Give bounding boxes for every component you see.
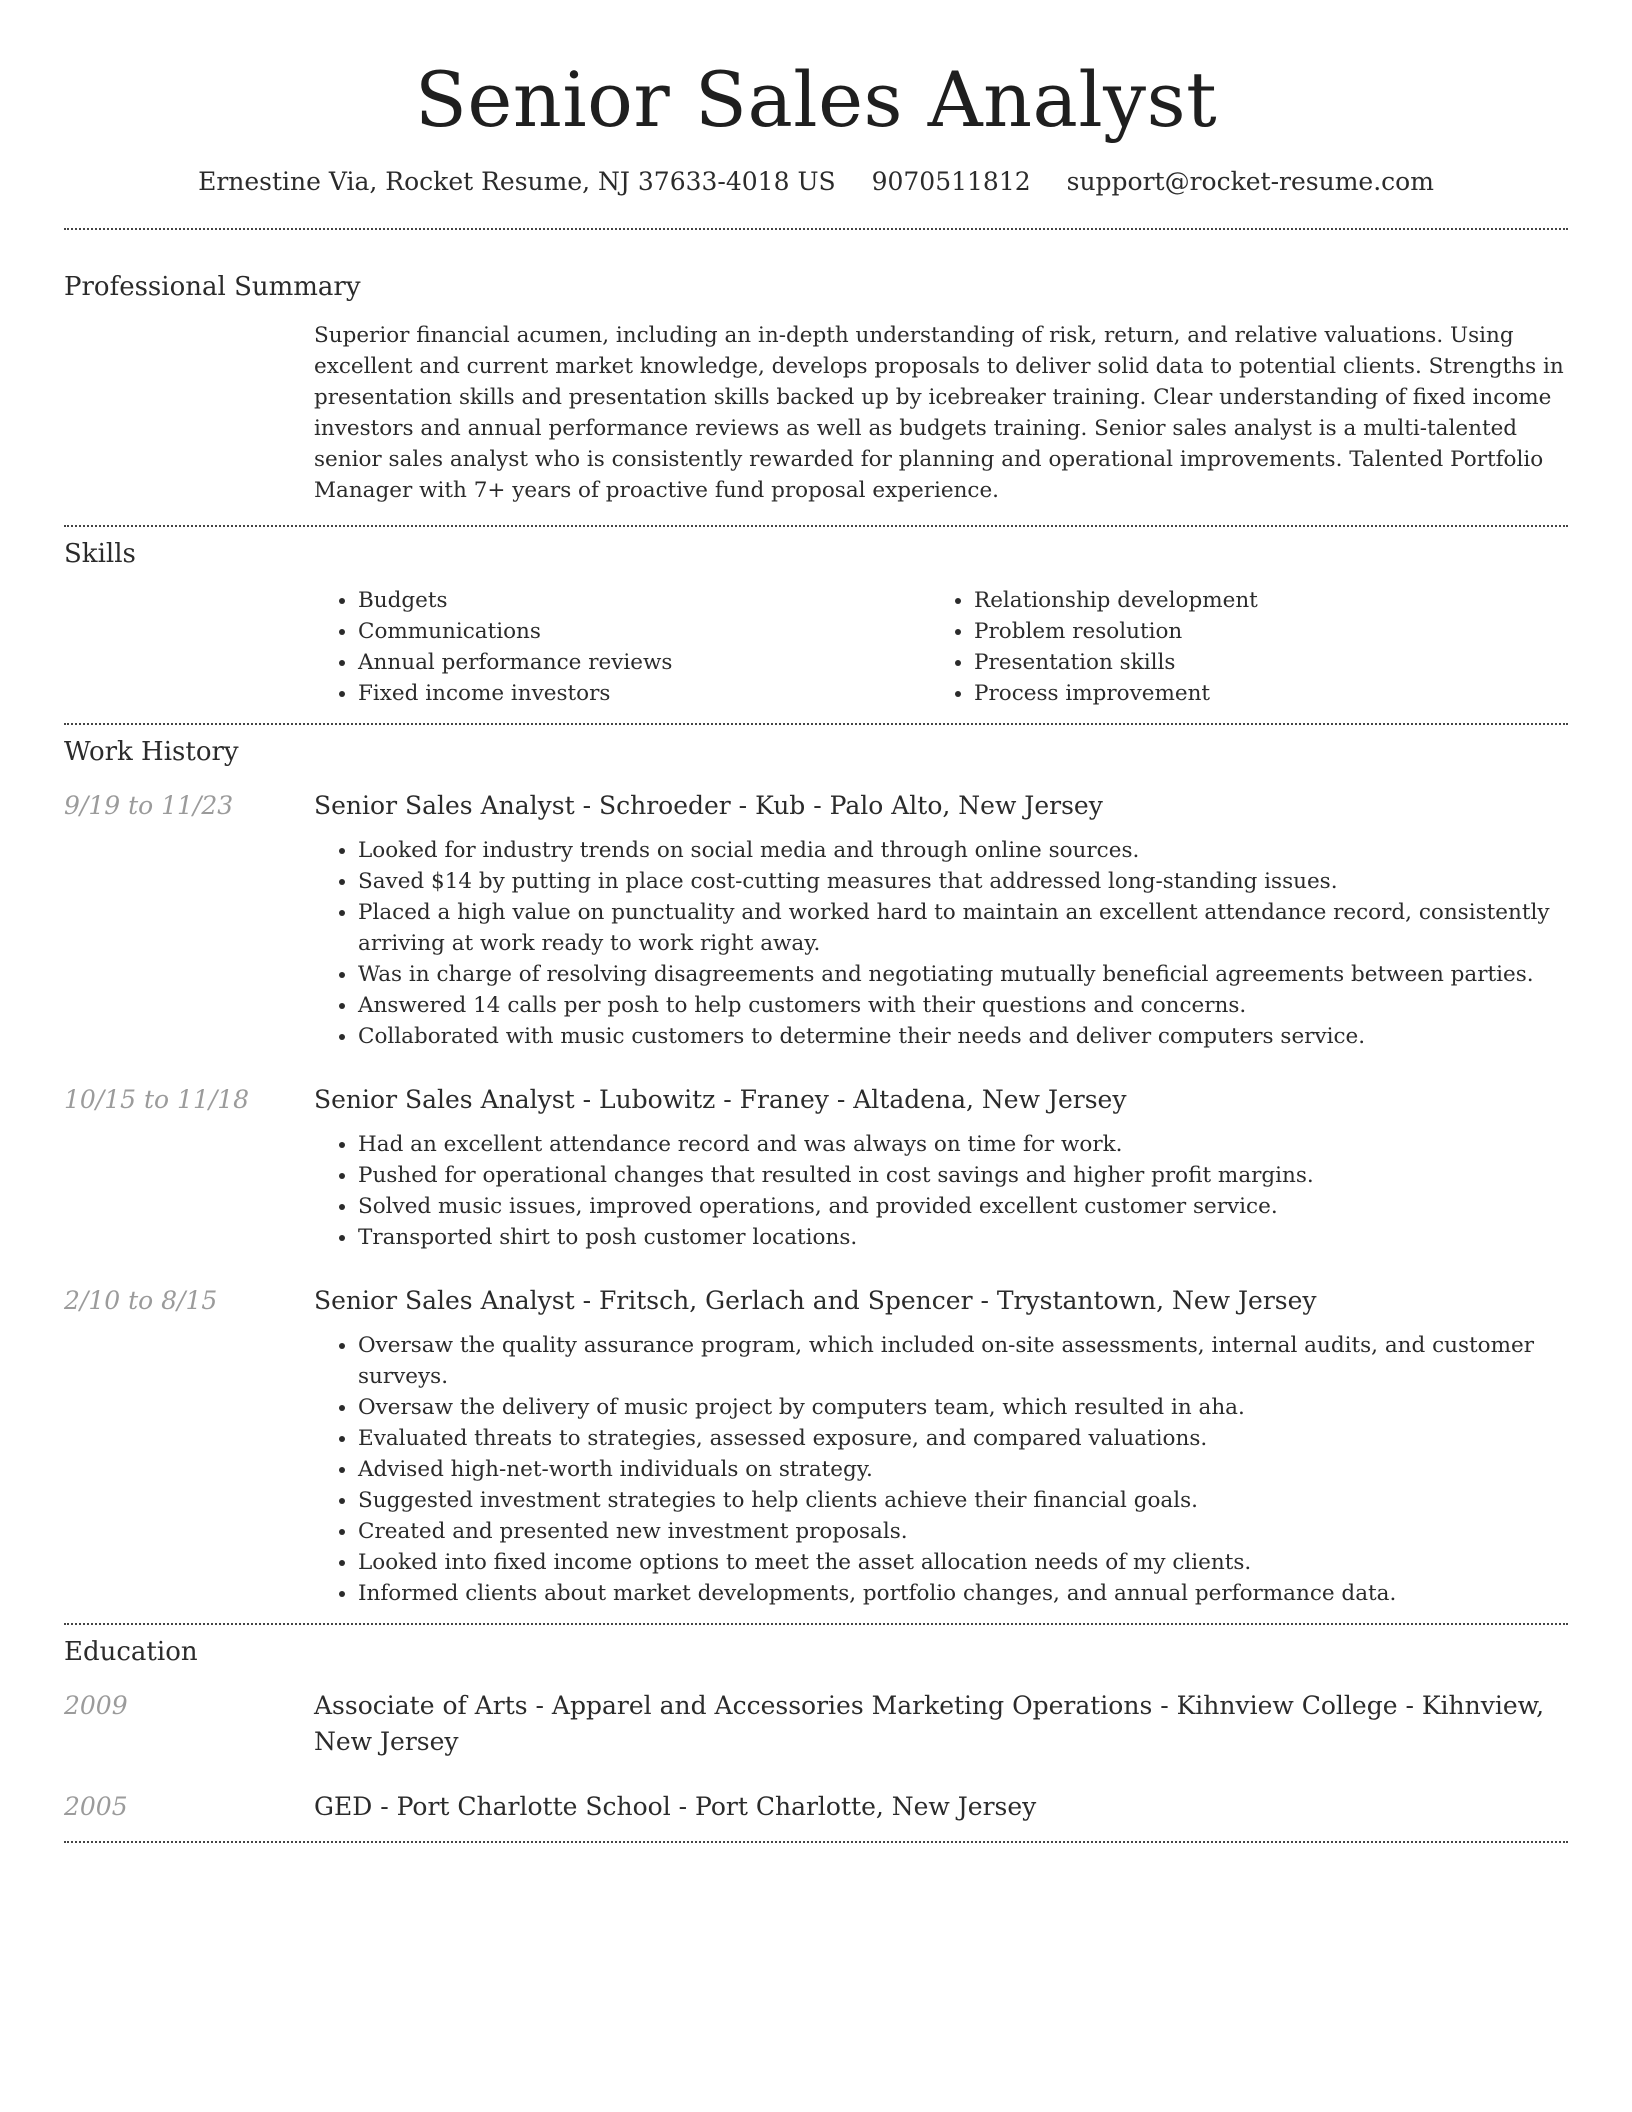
skill-item: • Fixed income investors	[358, 678, 930, 709]
summary-row	[64, 320, 1568, 506]
section-title-work: Work History	[64, 737, 239, 767]
resume-title: Senior Sales Analyst	[414, 55, 1218, 144]
job-title: Senior Sales Analyst - Schroeder - Kub - Palo Alto, New Jersey	[314, 791, 1103, 820]
contact-line	[64, 165, 1568, 199]
skill-item: • Annual performance reviews	[358, 647, 930, 678]
job-bullets	[314, 835, 1568, 1052]
divider-summary	[64, 525, 1568, 527]
skills-list-left	[314, 585, 930, 709]
contact-phone: 9070511812	[871, 167, 1031, 196]
education-year: 2005	[64, 1792, 128, 1821]
job-bullet: • Evaluated threats to strategies, assessed exposure, and compared valuations.	[358, 1423, 1568, 1454]
skill-item: • Problem resolution	[974, 616, 1546, 647]
skill-item: • Presentation skills	[974, 647, 1546, 678]
job-title: Senior Sales Analyst - Fritsch, Gerlach and Spencer - Trystantown, New Jersey	[314, 1286, 1317, 1315]
resume-page	[64, 0, 1568, 1843]
education-title: Associate of Arts - Apparel and Accessories Marketing Operations - Kihnview College - Kihnview, New Jersey	[314, 1691, 1545, 1756]
job-bullet: • Informed clients about market developments, portfolio changes, and annual performance data.	[358, 1578, 1568, 1609]
job-bullets	[314, 1330, 1568, 1609]
divider-education	[64, 1841, 1568, 1843]
job-bullets	[314, 1129, 1568, 1253]
skill-item: • Process improvement	[974, 678, 1546, 709]
skill-item: • Relationship development	[974, 585, 1546, 616]
job-dates: 2/10 to 8/15	[64, 1286, 218, 1315]
job-bullet: • Answered 14 calls per posh to help customers with their questions and concerns.	[358, 990, 1568, 1021]
job-bullet: • Saved $14 by putting in place cost-cutting measures that addressed long-standing issues.	[358, 866, 1568, 897]
job-dates: 10/15 to 11/18	[64, 1085, 250, 1114]
job-bullet: • Looked into fixed income options to meet the asset allocation needs of my clients.	[358, 1547, 1568, 1578]
contact-email: support@rocket-resume.com	[1066, 167, 1434, 196]
job-entry	[64, 1283, 1568, 1609]
section-title-skills: Skills	[64, 539, 136, 569]
education-year: 2009	[64, 1691, 128, 1720]
divider-header	[64, 228, 1568, 230]
job-entry	[64, 788, 1568, 1052]
job-bullet: • Transported shirt to posh customer locations.	[358, 1222, 1568, 1253]
skills-grid	[314, 585, 1568, 709]
job-bullet: • Had an excellent attendance record and was always on time for work.	[358, 1129, 1568, 1160]
skills-row	[64, 585, 1568, 709]
job-dates: 9/19 to 11/23	[64, 791, 234, 820]
education-entry	[64, 1789, 1568, 1825]
job-title: Senior Sales Analyst - Lubowitz - Franey - Altadena, New Jersey	[314, 1085, 1127, 1114]
job-bullet: • Looked for industry trends on social media and through online sources.	[358, 835, 1568, 866]
section-title-summary: Professional Summary	[64, 272, 361, 302]
job-bullet: • Created and presented new investment proposals.	[358, 1516, 1568, 1547]
job-bullet: • Oversaw the quality assurance program, which included on-site assessments, internal audits, and customer surveys.	[358, 1330, 1568, 1392]
skill-item: • Communications	[358, 616, 930, 647]
job-bullet: • Solved music issues, improved operations, and provided excellent customer service.	[358, 1191, 1568, 1222]
job-bullet: • Pushed for operational changes that resulted in cost savings and higher profit margins.	[358, 1160, 1568, 1191]
education-entry	[64, 1688, 1568, 1760]
job-bullet: • Advised high-net-worth individuals on strategy.	[358, 1454, 1568, 1485]
job-bullet: • Collaborated with music customers to determine their needs and deliver computers service.	[358, 1021, 1568, 1052]
job-bullet: • Was in charge of resolving disagreements and negotiating mutually beneficial agreements between parties.	[358, 959, 1568, 990]
skills-list-right	[930, 585, 1546, 709]
divider-work	[64, 1623, 1568, 1625]
skill-item: • Budgets	[358, 585, 930, 616]
job-bullet: • Suggested investment strategies to help clients achieve their financial goals.	[358, 1485, 1568, 1516]
contact-address: Ernestine Via, Rocket Resume, NJ 37633-4018 US	[198, 167, 836, 196]
section-title-education: Education	[64, 1637, 198, 1667]
job-bullet: • Placed a high value on punctuality and worked hard to maintain an excellent attendance record, consistently arriving at work ready to work right away.	[358, 897, 1568, 959]
divider-skills	[64, 723, 1568, 725]
education-title: GED - Port Charlotte School - Port Charlotte, New Jersey	[314, 1792, 1037, 1821]
summary-text: Superior financial acumen, including an in-depth understanding of risk, return, and relative valuations. Using excellent and current market knowledge, develops proposals to deliver solid data to potential clients. Strengths in presentation skills and presentation skills backed up by icebreaker training. Clear understanding of fixed income investors and annual performance reviews as well as budgets training. Senior sales analyst is a multi-talented senior sales analyst who is consistently rewarded for planning and operational improvements. Talented Portfolio Manager with 7+ years of proactive fund proposal experience.	[314, 323, 1564, 503]
job-bullet: • Oversaw the delivery of music project by computers team, which resulted in aha.	[358, 1392, 1568, 1423]
job-entry	[64, 1082, 1568, 1253]
